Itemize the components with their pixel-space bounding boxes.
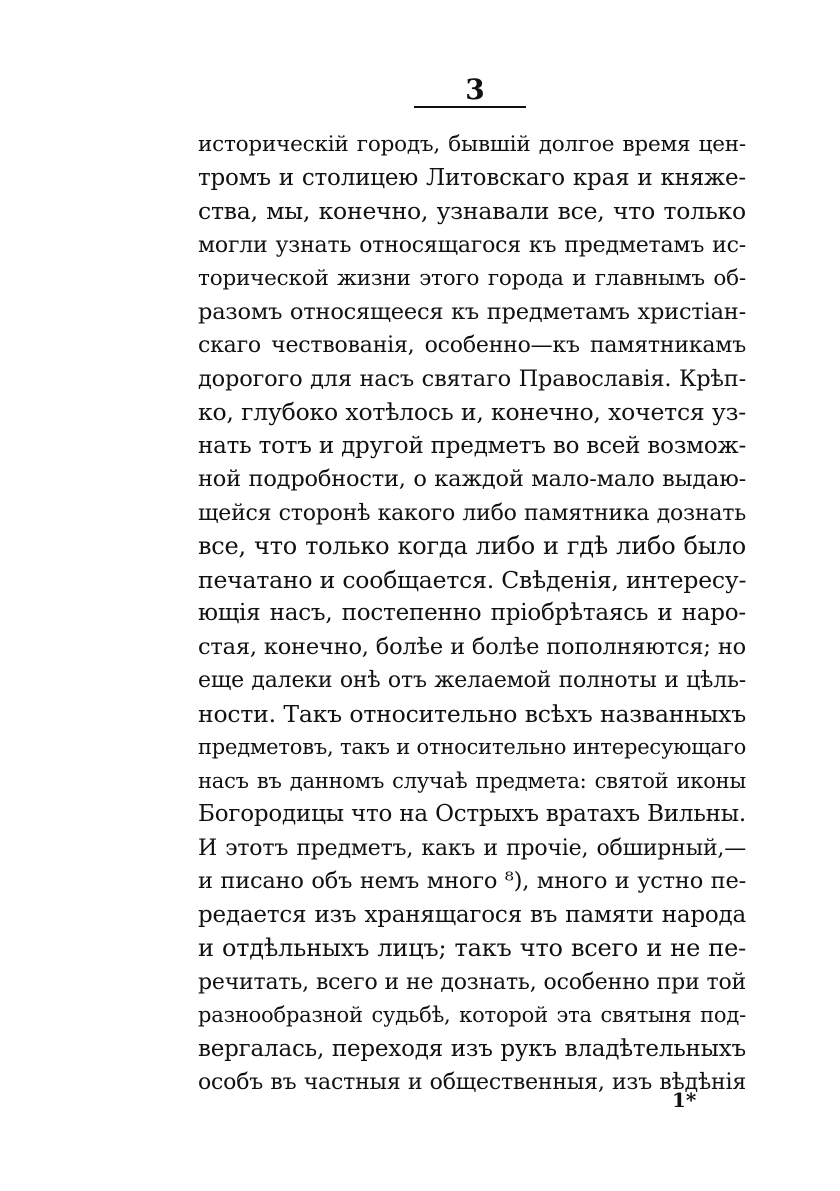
text-line: редается изъ хранящагося въ памяти народа [198,901,746,928]
text-line: разомъ относящееся къ предметамъ христіан- [198,298,746,325]
text-line: щейся сторонѣ какого либо памятника дознать [198,500,746,526]
signature-mark: 1* [672,1088,697,1112]
text-line: ной подробности, о каждой мало-мало выдаю- [198,466,746,492]
text-line: торической жизни этого города и главнымъ об- [198,266,746,291]
text-line: тромъ и столицею Литовскаго края и княже- [198,164,746,191]
text-line: вергалась, переходя изъ рукъ владѣтельныхъ [198,1035,746,1062]
text-line: предметовъ, такъ и относительно интересующаго [198,735,747,759]
text-line: нать тотъ и другой предметъ во всей возмож- [198,432,747,459]
text-line: печатано и сообщается. Свѣденія, интересу- [198,565,747,594]
text-line: и отдѣльныхъ лицъ; такъ что всего и не пе- [198,934,746,962]
text-line: речитать, всего и не дознать, особенно при той [198,969,746,995]
text-line: насъ въ данномъ случаѣ предмета: святой иконы [198,768,746,793]
text-line: могли узнать относящагося къ предметамъ ис- [198,232,746,258]
page-number: 3 [465,73,485,106]
text-line: скаго чествованія, особенно—къ памятникамъ [198,333,746,358]
text-line: все, что только когда либо и гдѣ либо было [198,532,746,560]
text-line: ко, глубоко хотѣлось и, конечно, хочется уз- [198,398,746,426]
text-line: и писано объ немъ много ⁸), много и устно пе- [198,868,746,894]
text-line: ства, мы, конечно, узнавали все, что только [198,197,746,225]
text-line: Богородицы что на Острыхъ вратахъ Вильны. [198,801,746,827]
text-line: особъ въ частныя и общественныя, изъ вѣдѣнія [198,1070,746,1095]
text-line: стая, конечно, болѣе и болѣе пополняются; но [198,633,746,660]
text-line: историческій городъ, бывшій долгое время цен- [198,132,746,157]
text-line: И этотъ предметъ, какъ и прочіе, обширный,— [198,835,746,861]
text-line: дорогого для насъ святаго Православія. Крѣп- [198,365,746,392]
text-line: еще далеки онѣ отъ желаемой полноты и цѣль- [198,668,746,693]
text-line: ности. Такъ относительно всѣхъ названныхъ [198,699,746,728]
text-line: разнообразной судьбѣ, которой эта святыня под- [198,1003,746,1027]
text-line: ющія насъ, постепенно пріобрѣтаясь и наро- [198,600,746,626]
header-rule [414,106,526,108]
body-text [198,128,746,1100]
